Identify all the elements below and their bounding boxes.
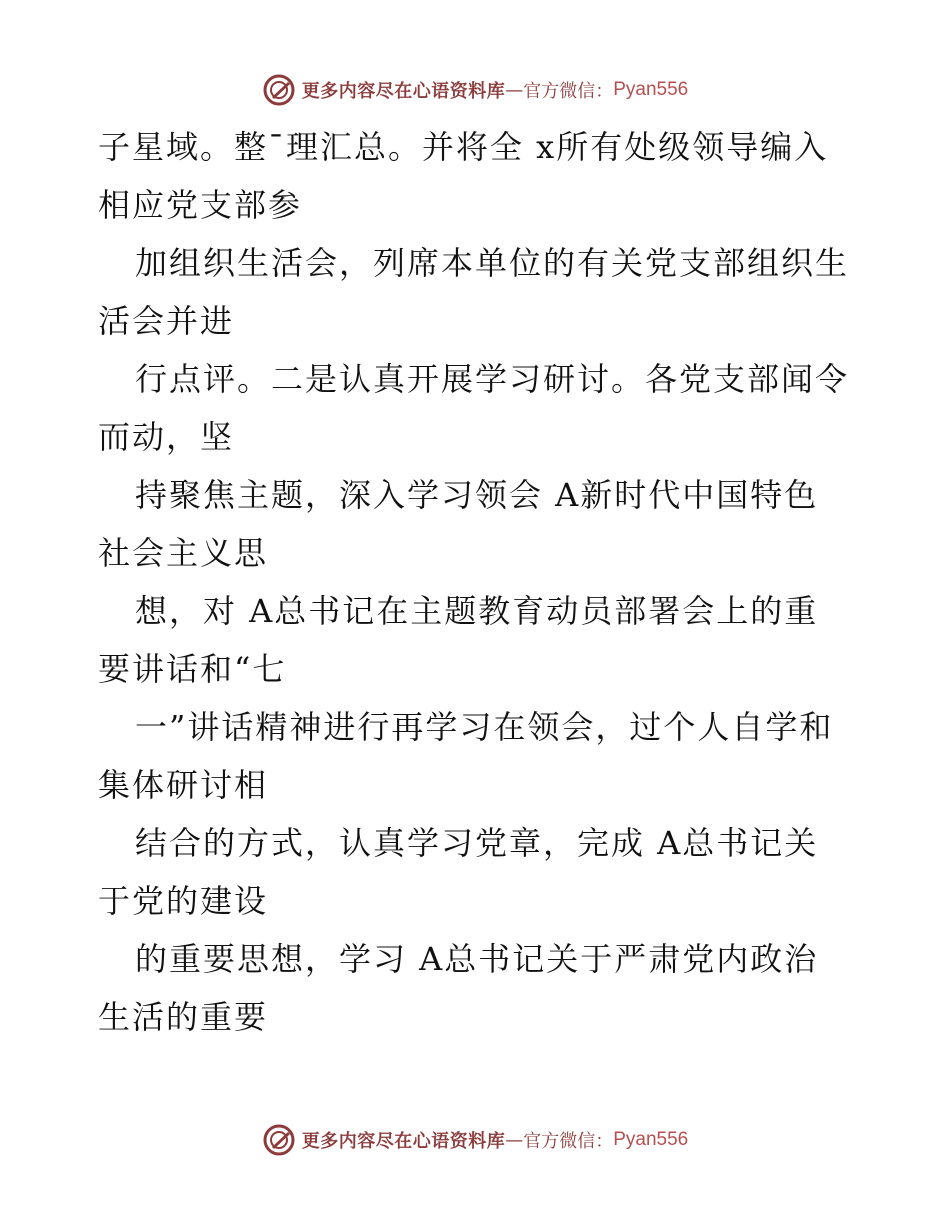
- document-body: [98, 118, 888, 1046]
- body-line: 活会并进: [98, 302, 235, 340]
- body-line: 想，对 A总书记在主题教育动员部署会上的重: [135, 592, 819, 630]
- footer-banner: [0, 1120, 950, 1160]
- body-line: 相应党支部参: [98, 186, 303, 224]
- body-line: 一”讲话精神进行再学习在领会，过个人自学和: [135, 708, 834, 746]
- body-line: 生活的重要: [98, 998, 269, 1036]
- body-line: 子星域。整¯理汇总。并将全 x所有处级领导编入: [98, 128, 829, 166]
- header-separator: —: [505, 79, 524, 101]
- footer-wechat-id: Pyan556: [613, 1129, 689, 1150]
- body-line: 结合的方式，认真学习党章，完成 A总书记关: [135, 824, 819, 862]
- brand-logo-icon: [262, 73, 296, 107]
- footer-wechat-label: 官方微信：: [523, 1131, 614, 1152]
- body-line: 集体研讨相: [98, 766, 269, 804]
- footer-brand-text: 更多内容尽在心语资料库: [301, 1131, 506, 1152]
- header-wechat-id: Pyan556: [613, 79, 689, 100]
- body-line: 持聚焦主题，深入学习领会 A新时代中国特色: [135, 476, 819, 514]
- header-brand-text: 更多内容尽在心语资料库: [301, 81, 506, 102]
- header-wechat-label: 官方微信：: [523, 81, 614, 102]
- header-banner: [0, 70, 950, 110]
- footer-separator: —: [505, 1129, 524, 1151]
- body-line: 要讲话和“七: [98, 650, 287, 688]
- brand-logo-icon: [262, 1123, 296, 1157]
- body-line: 加组织生活会，列席本单位的有关党支部组织生: [135, 244, 850, 282]
- body-line: 社会主义思: [98, 534, 269, 572]
- body-line: 行点评。二是认真开展学习研讨。各党支部闻令: [135, 360, 850, 398]
- body-line: 的重要思想，学习 A总书记关于严肃党内政治: [135, 940, 819, 978]
- body-line: 而动，坚: [98, 418, 235, 456]
- body-line: 于党的建设: [98, 882, 269, 920]
